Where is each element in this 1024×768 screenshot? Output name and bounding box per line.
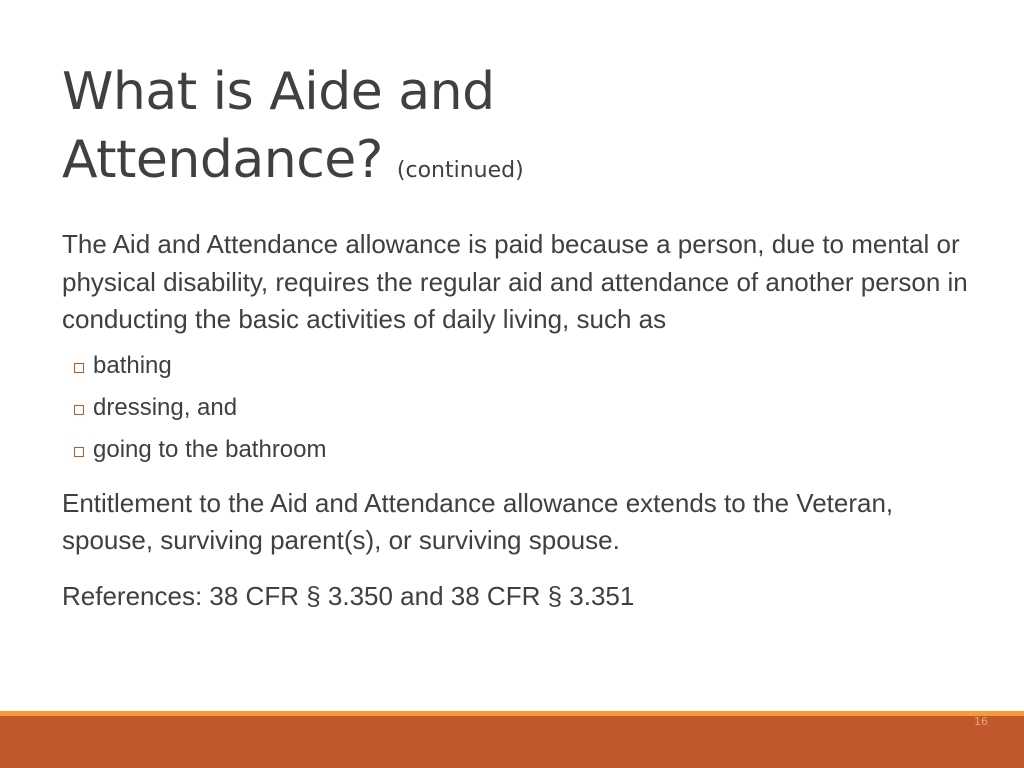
- references-line: References: 38 CFR § 3.350 and 38 CFR § 3.351: [62, 580, 635, 611]
- square-bullet-icon: [74, 363, 84, 373]
- activities-list: [62, 345, 982, 471]
- title-subtitle: (continued): [396, 158, 524, 183]
- list-item-label: dressing, and: [93, 393, 238, 421]
- title-line-2: Attendance?: [62, 130, 383, 190]
- list-item-label: bathing: [93, 351, 172, 379]
- list-item-label: going to the bathroom: [93, 435, 327, 463]
- entitlement-paragraph: Entitlement to the Aid and Attendance allowance extends to the Veteran, spouse, surviving parent(s), or surviving spouse.: [62, 487, 894, 555]
- intro-paragraph: The Aid and Attendance allowance is paid because a person, due to mental or physical disability, requires the regular aid and attendance of another person in conducting the basic activities of daily living, such as: [62, 229, 968, 334]
- slide-body: [62, 226, 982, 615]
- square-bullet-icon: [74, 405, 84, 415]
- list-item: [74, 387, 982, 429]
- list-item: [74, 345, 982, 387]
- footer-bar: [0, 716, 1024, 768]
- slide-title: [62, 58, 962, 205]
- list-item: [74, 429, 982, 471]
- square-bullet-icon: [74, 447, 84, 457]
- page-number: 16: [974, 715, 988, 728]
- title-line-1: What is Aide and: [62, 62, 495, 122]
